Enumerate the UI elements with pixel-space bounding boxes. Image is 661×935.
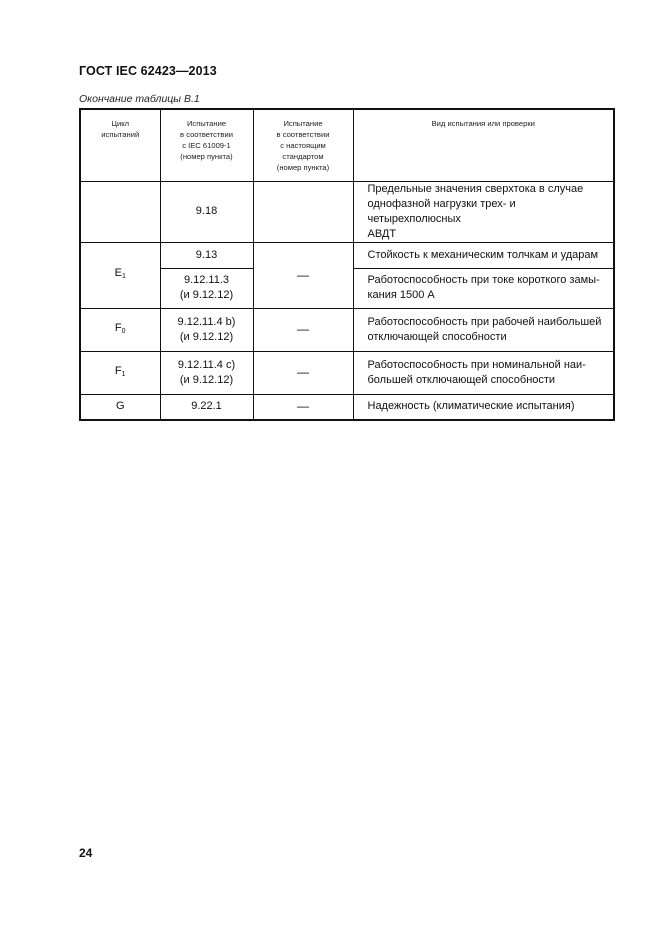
table-row: [80, 308, 614, 351]
cell-iec: 9.22.1: [160, 394, 253, 420]
cell-description: Надежность (климатические испытания): [353, 394, 614, 420]
table-row: [80, 242, 614, 268]
cell-description: Стойкость к механическим толчкам и ударам: [353, 242, 614, 268]
tests-table: [79, 108, 615, 421]
cell-cycle: [80, 181, 160, 242]
header-iec: Испытание в соответствии с IEC 61009-1 (номер пункта): [160, 109, 253, 181]
header-standard: Испытание в соответствии с настоящим стандартом (номер пункта): [253, 109, 353, 181]
cell-iec: 9.12.11.4 b) (и 9.12.12): [160, 308, 253, 351]
cell-description: Работоспособность при токе короткого замы- кания 1500 А: [353, 268, 614, 308]
cell-iec: 9.12.11.4 c) (и 9.12.12): [160, 351, 253, 394]
header-description: Вид испытания или проверки: [353, 109, 614, 181]
page-number: 24: [79, 846, 93, 860]
cell-iec: 9.12.11.3 (и 9.12.12): [160, 268, 253, 308]
cell-standard: —: [253, 308, 353, 351]
document-standard-id: ГОСТ IEC 62423—2013: [79, 64, 217, 78]
table-row: [80, 394, 614, 420]
cell-standard: —: [253, 242, 353, 308]
cell-standard: —: [253, 394, 353, 420]
cell-cycle: $F_0$: [80, 308, 160, 351]
cell-standard: [253, 181, 353, 242]
cell-cycle: G: [80, 394, 160, 420]
table-row: [80, 351, 614, 394]
cell-iec: 9.13: [160, 242, 253, 268]
cell-description: Работоспособность при рабочей наибольшей отключающей способности: [353, 308, 614, 351]
cell-iec: 9.18: [160, 181, 253, 242]
cell-description: Работоспособность при номинальной наи- большей отключающей способности: [353, 351, 614, 394]
table-row: [80, 181, 614, 242]
header-cycle: Цикл испытаний: [80, 109, 160, 181]
cell-description: Предельные значения сверхтока в случае однофазной нагрузки трех- и четырехполюсных АВДТ: [353, 181, 614, 242]
table-caption: Окончание таблицы В.1: [79, 93, 200, 105]
table-header-row: [80, 109, 614, 181]
cell-standard: —: [253, 351, 353, 394]
cell-cycle: $F_1$: [80, 351, 160, 394]
cell-cycle: $E_1$: [80, 242, 160, 308]
